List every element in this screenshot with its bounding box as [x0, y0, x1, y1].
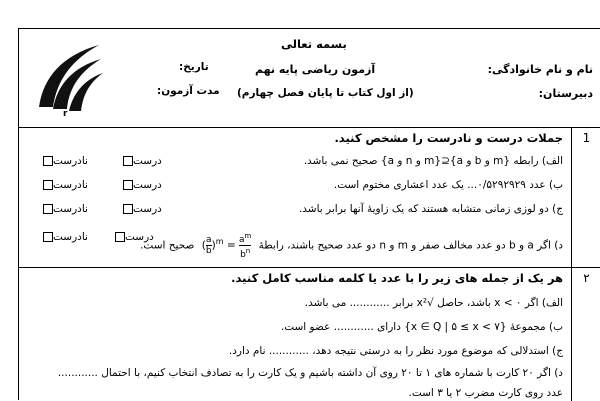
option-false-c[interactable]: نادرست [39, 203, 88, 215]
option-false-a[interactable]: نادرست [39, 155, 88, 167]
checkbox-icon [115, 232, 125, 242]
question-title: جملات درست و نادرست را مشخص کنید. [334, 131, 563, 145]
checkbox-icon [43, 204, 53, 214]
question-number: ۲ [571, 267, 600, 401]
duration-label: مدت آزمون: [157, 85, 220, 97]
fill-a: الف) اگر x < ۰ باشد، حاصل √x² برابر ............ می باشد. [304, 297, 563, 309]
checkbox-icon [123, 204, 133, 214]
statement-d-tail: صحیح است. [140, 239, 195, 252]
option-true-d[interactable]: درست [111, 231, 154, 243]
fill-d: د) اگر ۲۰ کارت با شماره های ۱ تا ۲۰ روی آن داشته باشیم و یک کارت را به تصادف انتخاب کنیم، با احتمال ............ [57, 367, 563, 379]
option-true-b[interactable]: درست [119, 179, 162, 191]
teacher-label: دبیرستان: [538, 87, 593, 100]
fill-b: ب) مجموعهٔ {x ∈ Q | ۵ ≤ x < ۷} دارای ............ عضو است. [280, 321, 563, 333]
student-name-label: نام و نام خانوادگی: [487, 63, 593, 76]
question-title: هر یک از جمله های زیر را با عدد یا کلمه مناسب کامل کنید. [231, 271, 563, 285]
fill-d-continued: عدد روی کارت مضرب ۲ یا ۳ است. [408, 387, 563, 399]
option-true-a[interactable]: درست [119, 155, 162, 167]
checkbox-icon [43, 156, 53, 166]
checkbox-icon [123, 180, 133, 190]
statement-c: ج) دو لوزی زمانی متشابه هستند که یک زاویهٔ آنها برابر باشد. [298, 203, 563, 215]
date-label: تاریخ: [179, 61, 209, 73]
statement-d [140, 231, 563, 260]
option-true-c[interactable]: درست [119, 203, 162, 215]
checkbox-icon [123, 156, 133, 166]
statement-d-text: د) اگر a و b دو عدد مخالف صفر و m و n دو عدد صحیح باشند، رابطهٔ [258, 239, 563, 252]
logo-letter: r [63, 109, 68, 119]
exam-page [18, 28, 600, 400]
exam-title: آزمون ریاضی پایه نهم [255, 63, 376, 76]
formula: ( $\frac{a}{b}$ )$^m$ = $\frac{a^m}{b^n}$ [201, 232, 252, 260]
statement-a: الف) رابطه {m و b و a}⊆{m و n و a} صحیح نمی باشد. [303, 155, 563, 167]
option-false-d[interactable]: نادرست [39, 231, 88, 243]
checkbox-icon [43, 232, 53, 242]
exam-header [19, 29, 600, 128]
school-logo-icon [33, 37, 105, 115]
checkbox-icon [43, 180, 53, 190]
question-number: 1 [571, 127, 600, 267]
option-false-b[interactable]: نادرست [39, 179, 88, 191]
exam-scope: (از اول کتاب تا پایان فصل چهارم) [237, 87, 414, 99]
question-1 [19, 127, 600, 268]
fill-c: ج) استدلالی که موضوع مورد نظر را به درستی نتیجه دهد، ............ نام دارد. [228, 345, 563, 357]
statement-b: ب) عدد ۰/۵۲۹۲۹۲۹... یک عدد اعشاری مختوم است. [333, 179, 563, 191]
question-2 [19, 267, 600, 401]
basmala: بسمه تعالی [281, 37, 347, 51]
